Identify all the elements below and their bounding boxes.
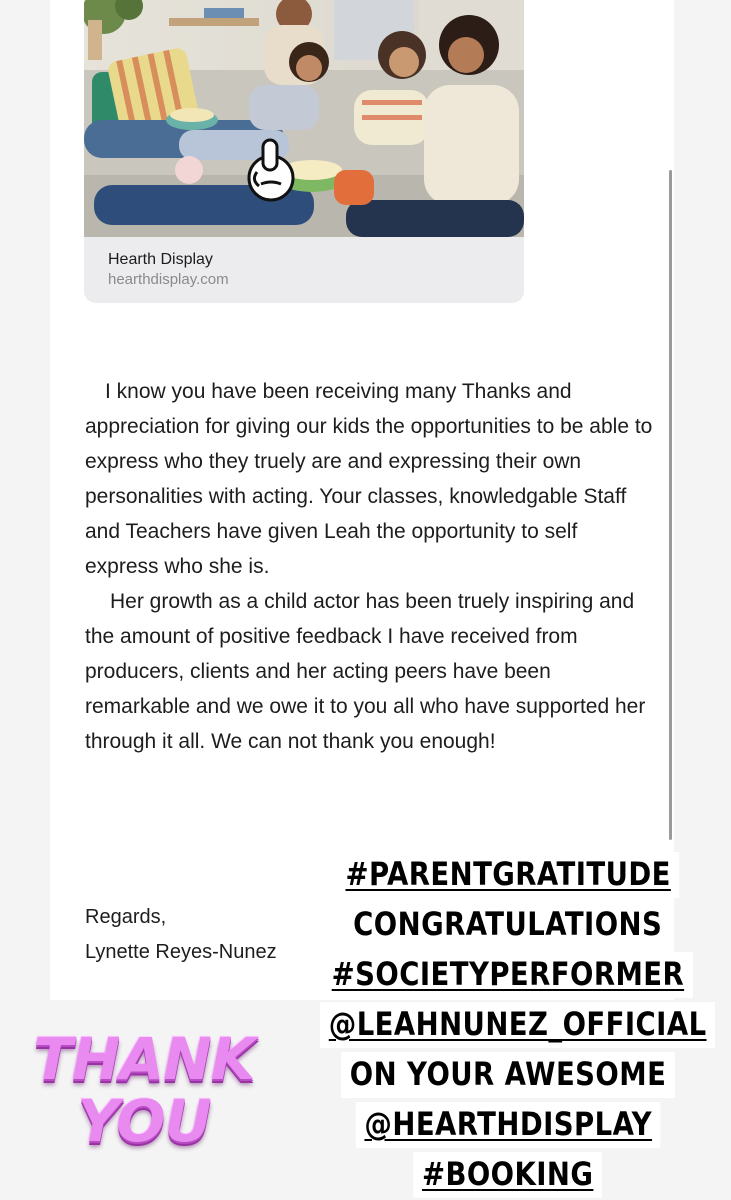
- thank-you-line-1: THANK: [33, 1025, 255, 1093]
- signer-name: Lynette Reyes-Nunez: [85, 941, 277, 963]
- hashtag-parentgratitude[interactable]: #PARENTGRATITUDE: [337, 852, 680, 898]
- link-preview-url[interactable]: hearthdisplay.com: [108, 271, 229, 288]
- mention-leahnunez-official[interactable]: @LEAHNUNEZ_OFFICIAL: [320, 1002, 715, 1048]
- email-body: [85, 374, 655, 759]
- text-congratulations: CONGRATULATIONS: [345, 902, 671, 948]
- hashtag-societyperformer[interactable]: #SOCIETYPERFORMER: [323, 952, 693, 998]
- hashtag-booking[interactable]: #BOOKING: [414, 1152, 603, 1198]
- closing-line: Regards,: [85, 906, 167, 928]
- message-paragraph-1: I know you have been receiving many Thanks and appreciation for giving our kids the opportunities to be able to express who they truely are and expressing their own personalities with acting. Your classes, knowledgable Staff and Teachers have given Leah the opportunity to self express who she is.: [85, 380, 653, 578]
- thank-you-sticker[interactable]: [14, 1025, 274, 1155]
- text-on-your-awesome: ON YOUR AWESOME: [341, 1052, 675, 1098]
- message-paragraph-2: Her growth as a child actor has been truely inspiring and the amount of positive feedback I have received from producers, clients and her acting peers have been remarkable and we owe it to you all who have supported her through it all. We can not thank you enough!: [85, 590, 646, 753]
- link-preview-caption: [108, 250, 229, 290]
- email-signature: [85, 900, 277, 970]
- thank-you-line-2: YOU: [77, 1087, 211, 1155]
- link-preview-title: Hearth Display: [108, 251, 213, 268]
- link-preview-card[interactable]: [84, 0, 524, 303]
- family-couch-photo[interactable]: [84, 0, 524, 237]
- photo-illustration: [84, 0, 524, 237]
- mention-hearthdisplay[interactable]: @HEARTHDISPLAY: [356, 1102, 661, 1148]
- hashtag-text-sticker[interactable]: [288, 852, 728, 1200]
- scrollbar[interactable]: [669, 170, 672, 840]
